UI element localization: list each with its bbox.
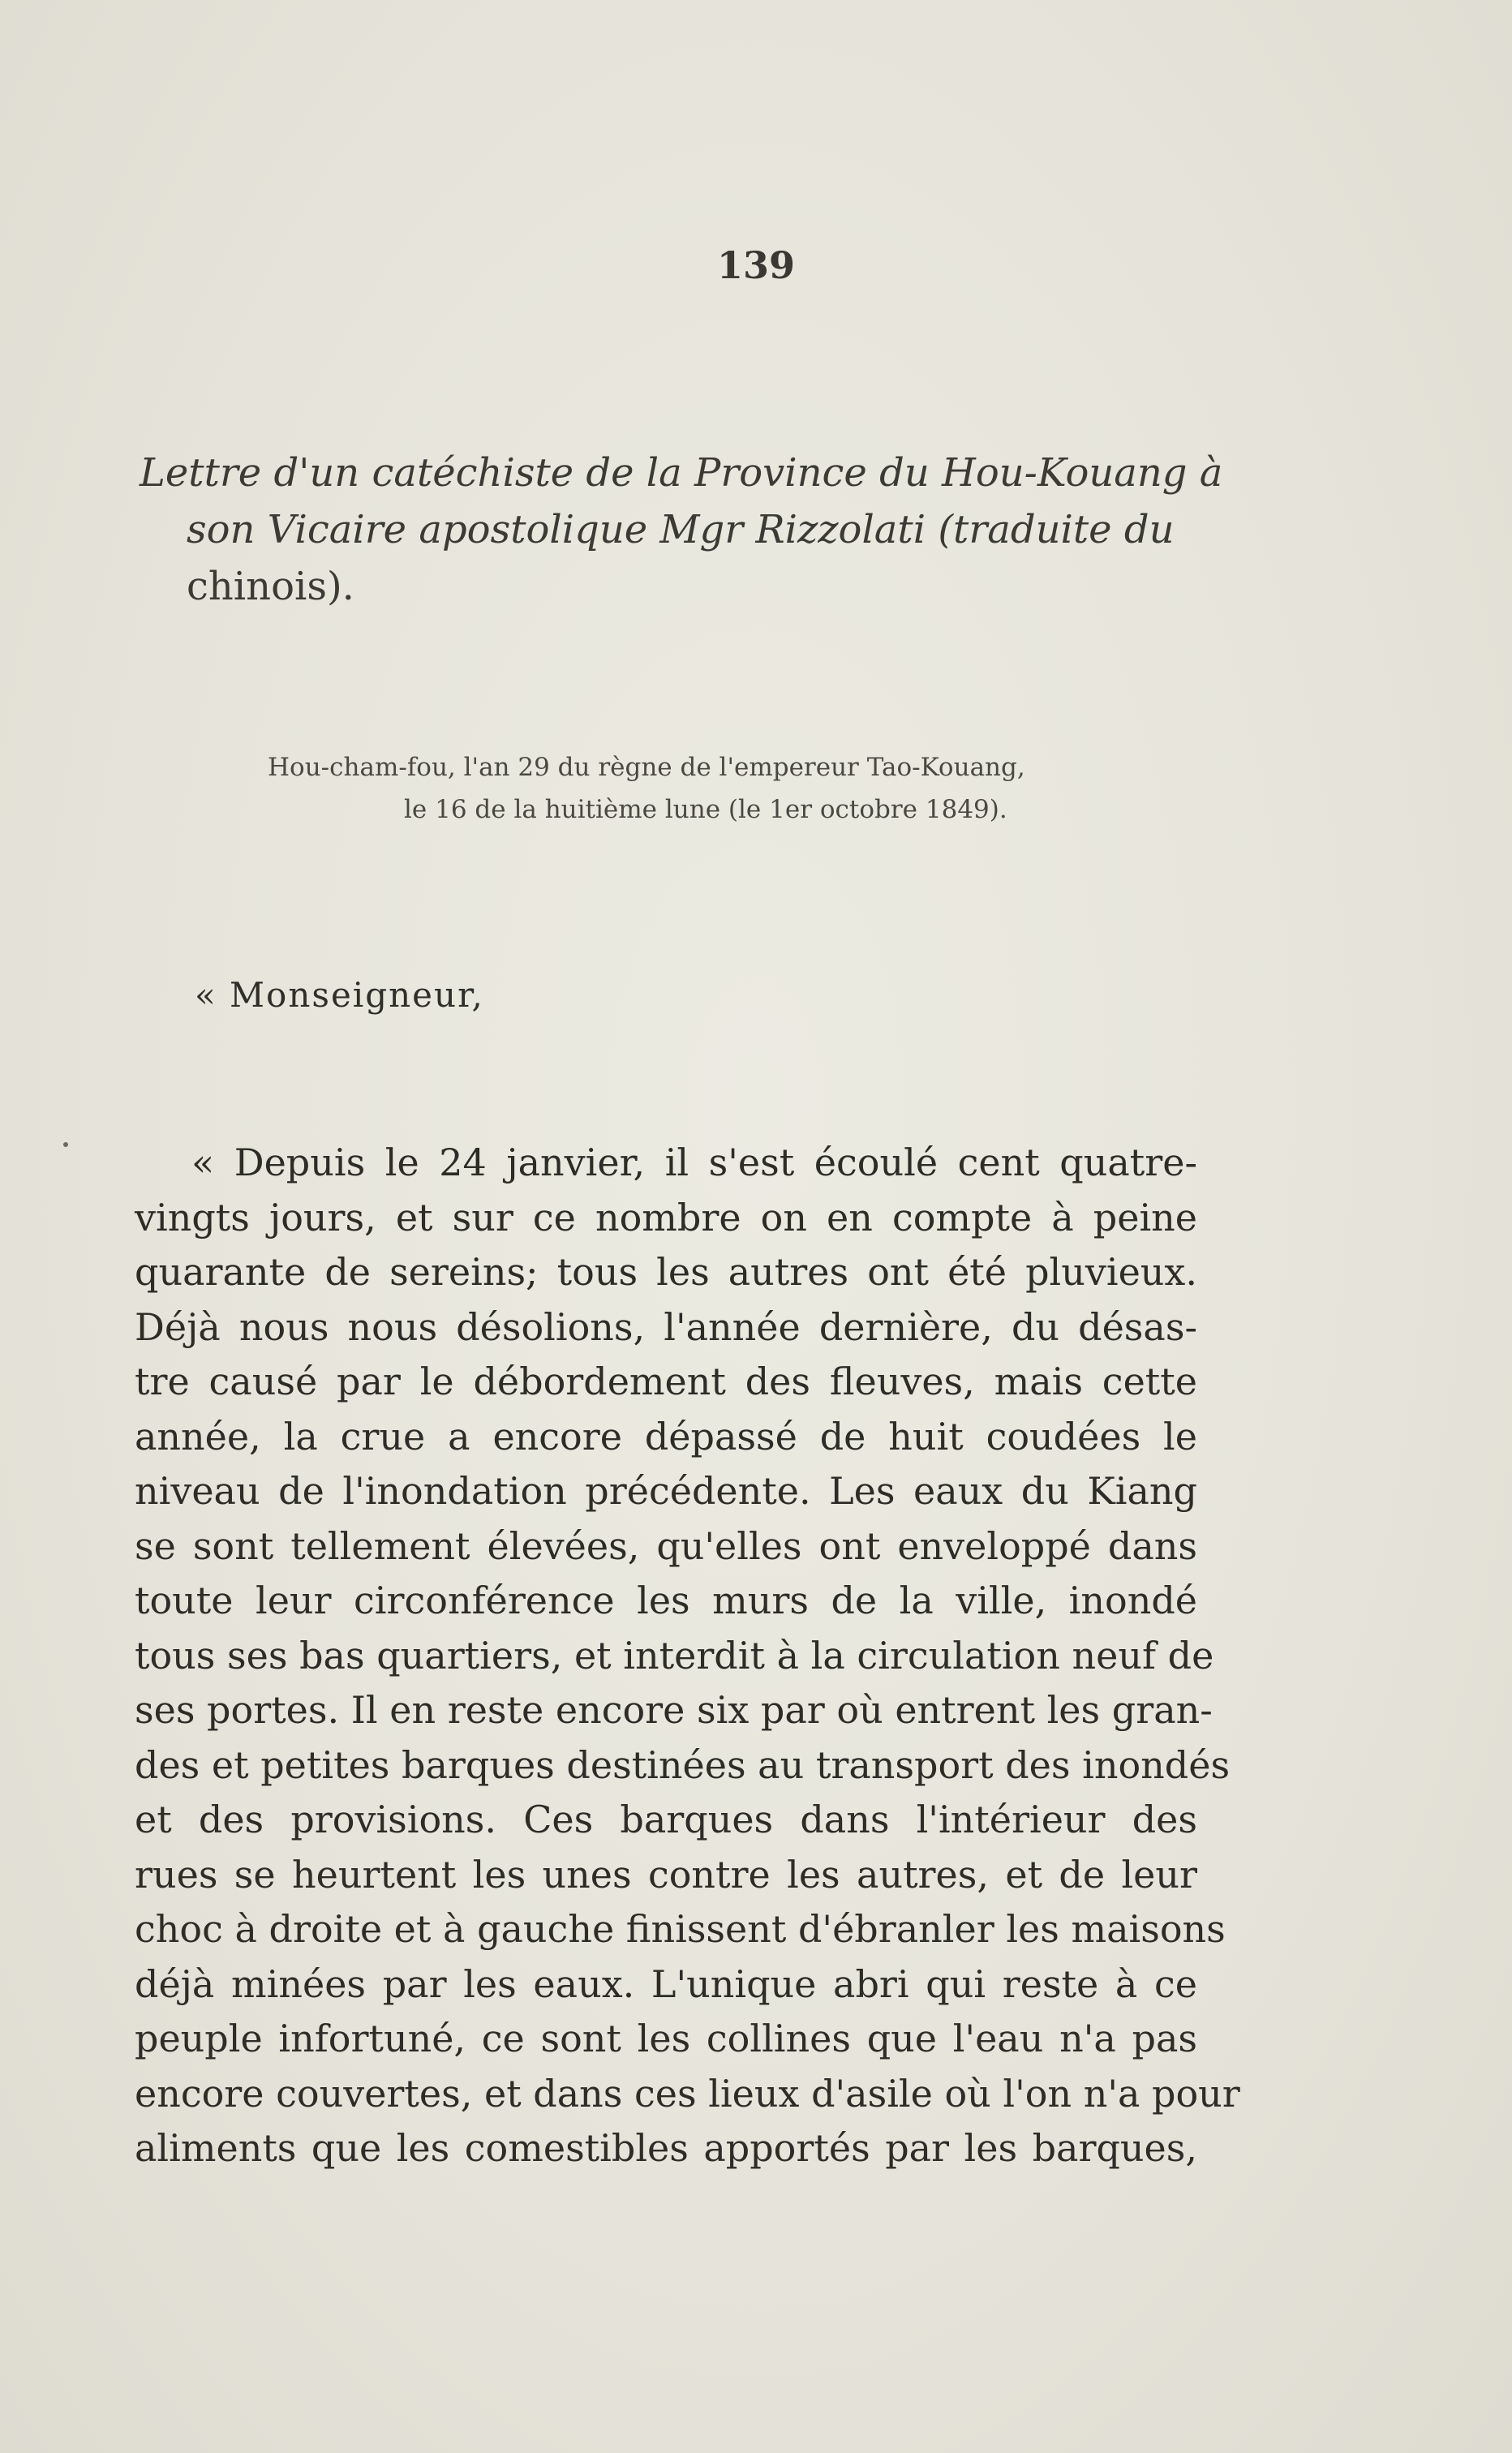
dateline	[268, 746, 1306, 831]
body-line: aliments que les comestibles apportés par les barques,	[135, 2126, 1197, 2170]
body-line: vingts jours, et sur ce nombre on en compte à peine	[135, 1195, 1197, 1239]
body-line: « Depuis le 24 janvier, il s'est écoulé cent quatre-	[191, 1141, 1197, 1184]
body-line: ses portes. Il en reste encore six par où entrent les gran-	[135, 1688, 1213, 1732]
body-line: rues se heurtent les unes contre les autres, et de leur	[135, 1852, 1197, 1897]
body-line: niveau de l'inondation précédente. Les eaux du Kiang	[135, 1469, 1197, 1513]
title-line: son Vicaire apostolique Mgr Rizzolati (traduite du	[187, 507, 1175, 552]
dateline-line: Hou-cham-fou, l'an 29 du règne de l'empereur Tao-Kouang,	[268, 753, 1025, 782]
dateline-line: le 16 de la huitième lune (le 1er octobre 1849).	[404, 795, 1007, 824]
title-line: Lettre d'un catéchiste de la Province du Hou-Kouang à	[140, 450, 1223, 496]
margin-speck	[63, 1142, 68, 1147]
page-number: 139	[716, 243, 796, 287]
body-line: peuple infortuné, ce sont les collines que l'eau n'a pas	[135, 2017, 1197, 2060]
salutation: « Monseigneur,	[195, 975, 484, 1015]
body-line: toute leur circonférence les murs de la ville, inondé	[135, 1579, 1197, 1622]
letter-title	[140, 445, 1223, 615]
body-line: déjà minées par les eaux. L'unique abri qui reste à ce	[135, 1961, 1197, 2006]
letter-body	[135, 1136, 1240, 2176]
body-line: année, la crue a encore dépassé de huit coudées le	[135, 1414, 1197, 1458]
body-line: se sont tellement élevées, qu'elles ont enveloppé dans	[135, 1523, 1197, 1568]
body-line: des et petites barques destinées au transport des inondés	[135, 1742, 1231, 1787]
body-line: choc à droite et à gauche finissent d'ébranler les maisons	[135, 1907, 1226, 1951]
title-line: chinois).	[187, 564, 354, 609]
body-line: encore couvertes, et dans ces lieux d'asile où l'on n'a pour	[135, 2071, 1240, 2116]
body-line: tre causé par le débordement des fleuves, mais cette	[135, 1360, 1197, 1403]
body-line: tous ses bas quartiers, et interdit à la circulation neuf de	[135, 1633, 1214, 1678]
body-line: quarante de sereins; tous les autres ont été pluvieux.	[135, 1250, 1197, 1294]
body-line: et des provisions. Ces barques dans l'intérieur des	[135, 1798, 1197, 1841]
body-line: Déjà nous nous désolions, l'année dernière, du désas-	[135, 1304, 1197, 1349]
